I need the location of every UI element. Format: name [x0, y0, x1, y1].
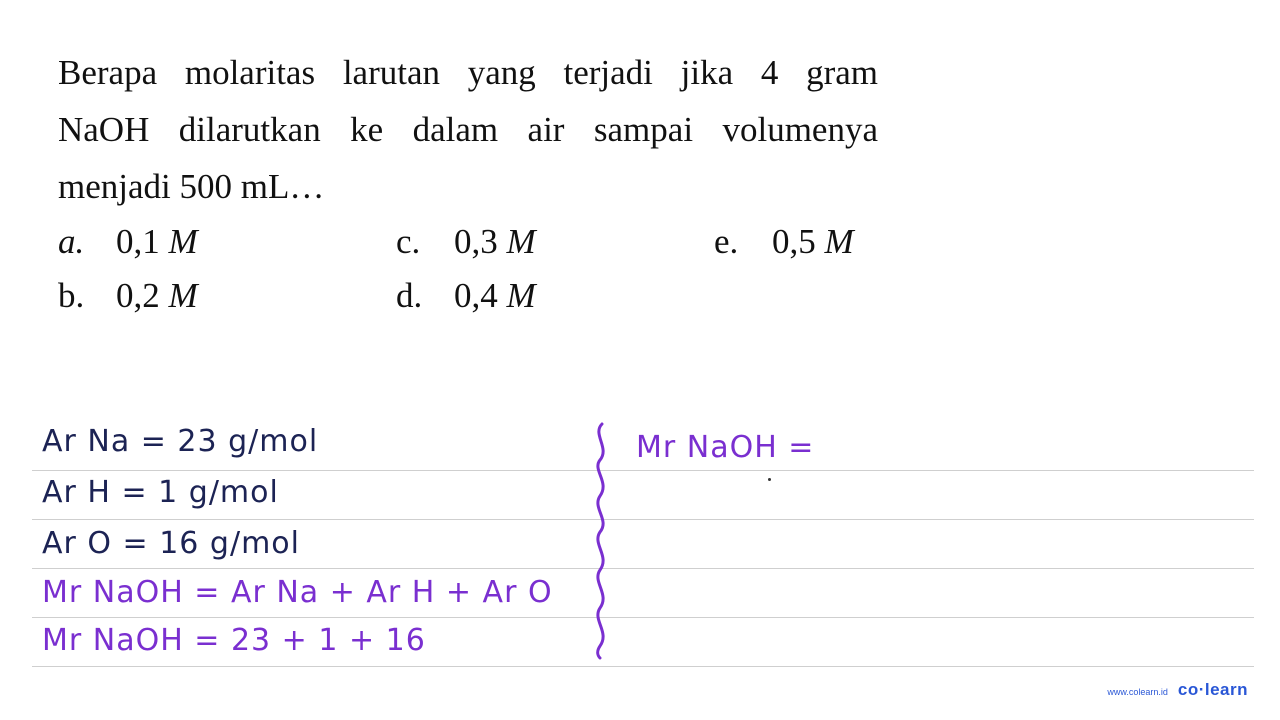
option-a-letter: a. [58, 222, 85, 261]
note-ar-h: Ar H = 1 g/mol [42, 475, 279, 510]
option-b[interactable] [58, 276, 198, 316]
option-e-value: 0,5 [772, 222, 816, 261]
option-a[interactable] [58, 222, 198, 262]
option-b-letter: b. [58, 276, 85, 315]
option-e-letter: e. [714, 222, 739, 261]
option-c-value: 0,3 [454, 222, 498, 261]
option-b-value: 0,2 [116, 276, 160, 315]
question-line-1: Berapa molaritas larutan yang terjadi jika 4 gram [58, 53, 878, 92]
option-c-letter: c. [396, 222, 421, 261]
note-mr-sum: Mr NaOH = 23 + 1 + 16 [42, 623, 426, 658]
question-text [58, 44, 878, 215]
ink-dot [768, 478, 771, 481]
option-a-value: 0,1 [116, 222, 160, 261]
option-d-unit: M [506, 276, 536, 315]
rule-line-1 [32, 470, 1254, 471]
option-e[interactable] [714, 222, 854, 262]
option-e-unit: M [824, 222, 854, 261]
note-ar-na: Ar Na = 23 g/mol [42, 424, 319, 459]
option-c[interactable] [396, 222, 536, 262]
brand-logo: co·learn [1177, 680, 1248, 699]
rule-line-5 [32, 666, 1254, 667]
option-d-letter: d. [396, 276, 423, 315]
option-d[interactable] [396, 276, 536, 316]
brand-site: www.colearn.id [1107, 687, 1168, 697]
brand-mark [1107, 680, 1248, 700]
option-a-unit: M [168, 222, 198, 261]
note-mr-formula: Mr NaOH = Ar Na + Ar H + Ar O [42, 575, 553, 610]
option-d-value: 0,4 [454, 276, 498, 315]
question-line-3: menjadi 500 mL… [58, 167, 325, 206]
note-mr-right: Mr NaOH = [636, 430, 815, 465]
rule-line-4 [32, 617, 1254, 618]
option-c-unit: M [506, 222, 536, 261]
curly-brace-icon [588, 420, 618, 660]
question-line-2: NaOH dilarutkan ke dalam air sampai volumenya [58, 110, 878, 149]
rule-line-3 [32, 568, 1254, 569]
option-b-unit: M [168, 276, 198, 315]
note-ar-o: Ar O = 16 g/mol [42, 526, 300, 561]
rule-line-2 [32, 519, 1254, 520]
